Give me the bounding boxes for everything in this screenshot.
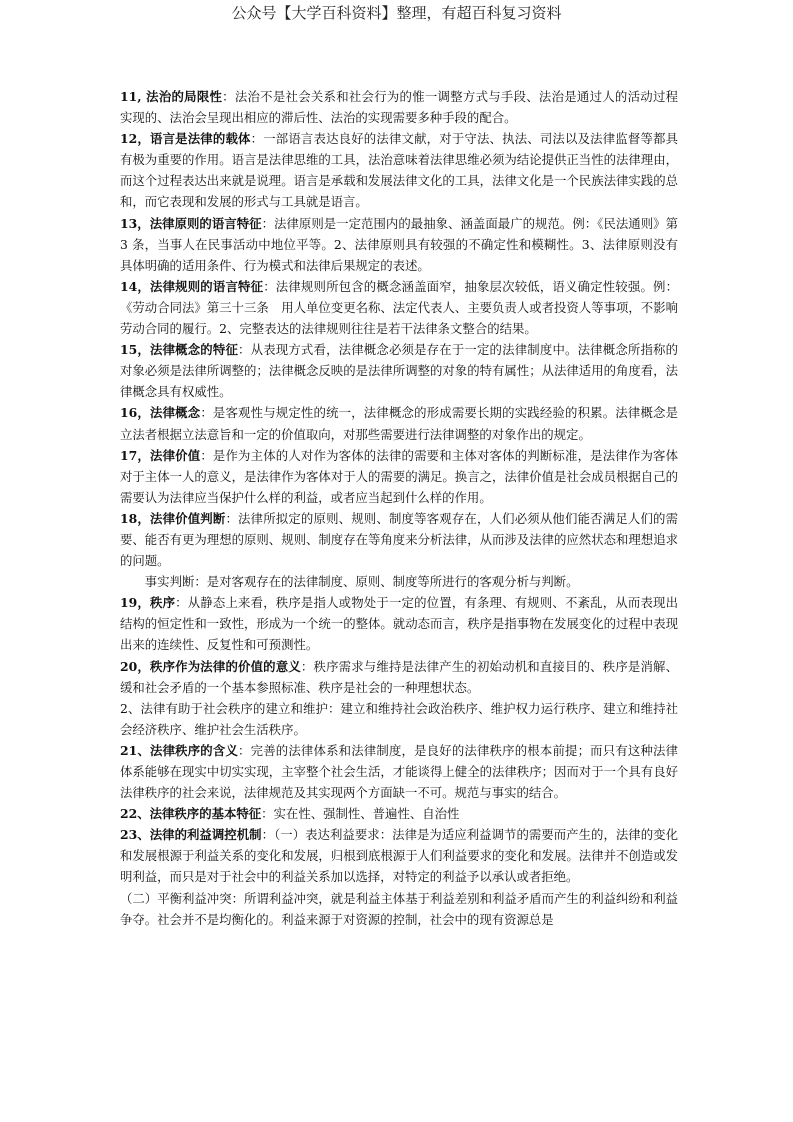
item-20: 20，秩序作为法律的价值的意义：秩序需求与维持是法律产生的初始动机和直接目的、秩序是消解、缓和社会矛盾的一个基本参照标准、秩序是社会的一种理想状态。 <box>120 658 679 695</box>
item-title: 19，秩序 <box>120 595 176 611</box>
item-title: 16，法律概念 <box>120 405 201 421</box>
item-title: 14，法律规则的语言特征 <box>120 278 264 294</box>
item-title: 13，法律原则的语言特征 <box>120 215 262 231</box>
item-title: 12，语言是法律的载体 <box>120 131 251 147</box>
law-order-point-2: 2、法律有助于社会秩序的建立和维护：建立和维持社会政治秩序、维护权力运行秩序、建立和维持社会经济秩序、维护社会生活秩序。 <box>120 700 678 737</box>
item-text: 完善的法律体系和法律制度，是良好的法律秩序的根本前提；而只有这种法律体系能够在现实中切实实现，主宰整个社会生活，才能谈得上健全的法律秩序；因而对于一个具有良好法律秩序的社会来说，法律规范及其实现两个方面缺一不可。规范与事实的结合。 <box>120 742 679 801</box>
item-text: 法律原则是一定范围内的最抽象、涵盖面最广的规范。例：《民法通则》第 3 条，当事人在民事活动中地位平等。2、法律原则具有较强的不确定性和模糊性。3、法律原则没有具体明确的适用条件、行为模式和法律后果规定的表述。 <box>120 215 678 273</box>
item-23: 23、法律的利益调控机制：（一）表达利益要求：法律是为适应利益调节的需要而产生的，法律的变化和发展根源于利益关系的变化和发展，归根到底根源于人们利益要求的变化和发展。法律并不创造或发明利益，而只是对于社会中的利益关系加以选择，对特定的利益予以承认或者拒绝。 <box>120 827 678 885</box>
item-15: 15，法律概念的特征：从表现方式看，法律概念必须是存在于一定的法律制度中。法律概念所指称的对象必须是法律所调整的；法律概念反映的是法律所调整的对象的特有属性；从法律适用的角度看，法律概念具有权威性。 <box>120 342 679 400</box>
item-title: 20，秩序作为法律的价值的意义 <box>120 658 301 674</box>
item-title: 11, 法治的局限性 <box>120 89 223 104</box>
page-header: 公众号【大学百科资料】整理，有超百科复习资料 <box>231 4 562 22</box>
item-16: 16，法律概念：是客观性与规定性的统一，法律概念的形成需要长期的实践经验的积累。法律概念是立法者根据立法意旨和一定的价值取向，对那些需要进行法律调整的对象作出的规定。 <box>120 405 679 442</box>
item-text: （一）表达利益要求：法律是为适应利益调节的需要而产生的，法律的变化和发展根源于利益关系的变化和发展，归根到底根源于人们利益要求的变化和发展。法律并不创造或发明利益，而只是对于社会中的利益关系加以选择，对特定的利益予以承认或者拒绝。 <box>120 827 678 885</box>
item-text: 法律所拟定的原则、规则、制度等客观存在，人们必须从他们能否满足人们的需要、能否有更为理想的原则、规则、制度存在等角度来分析法律，从而涉及法律的应然状态和理想追求的问题。 <box>120 510 679 569</box>
item-text: 是作为主体的人对作为客体的法律的需要和主体对客体的判断标准，是法律作为客体对于主体一人的意义，是法律作为客体对于人的需要的满足。换言之，法律价值是社会成员根据自己的需要认为法律应当保护什么样的利益，或者应当起到什么样的作用。 <box>120 447 679 505</box>
item-text: 实在性、强制性、普遍性、自治性 <box>273 806 460 822</box>
balance-interest-conflict: （二）平衡利益冲突：所谓利益冲突，就是利益主体基于利益差别和利益矛盾而产生的利益纠纷和利益争夺。社会并不是均衡化的。利益来源于对资源的控制，社会中的现有资源总是 <box>120 890 678 927</box>
item-title: 17，法律价值 <box>120 447 201 463</box>
item-19: 19，秩序：从静态上来看，秩序是指人或物处于一定的位置，有条理、有规则、不紊乱，从而表现出结构的恒定性和一致性，形成为一个统一的整体。就动态而言，秩序是指事物在发展变化的过程中表现出来的连续性、反复性和可预测性。 <box>120 595 678 653</box>
item-title: 15，法律概念的特征 <box>120 342 239 358</box>
document-body <box>120 86 678 930</box>
item-11: 11, 法治的局限性：法治不是社会关系和社会行为的惟一调整方式与手段、法治是通过人的活动过程实现的、法治会呈现出相应的滞后性、法治的实现需要多种手段的配合。 <box>120 89 679 126</box>
item-text: 是客观性与规定性的统一，法律概念的形成需要长期的实践经验的积累。法律概念是立法者根据立法意旨和一定的价值取向，对那些需要进行法律调整的对象作出的规定。 <box>120 405 679 442</box>
item-title: 18，法律价值判断 <box>120 510 226 526</box>
item-17: 17，法律价值：是作为主体的人对作为客体的法律的需要和主体对客体的判断标准，是法律作为客体对于主体一人的意义，是法律作为客体对于人的需要的满足。换言之，法律价值是社会成员根据自己的需要认为法律应当保护什么样的利益，或者应当起到什么样的作用。 <box>120 447 679 505</box>
item-18: 18，法律价值判断：法律所拟定的原则、规则、制度等客观存在，人们必须从他们能否满足人们的需要、能否有更为理想的原则、规则、制度存在等角度来分析法律，从而涉及法律的应然状态和理想追求的问题。 <box>120 510 679 569</box>
item-22: 22、法律秩序的基本特征：实在性、强制性、普遍性、自治性 <box>120 806 460 822</box>
item-21: 21、法律秩序的含义：完善的法律体系和法律制度，是良好的法律秩序的根本前提；而只有这种法律体系能够在现实中切实实现，主宰整个社会生活，才能谈得上健全的法律秩序；因而对于一个具有良好法律秩序的社会来说，法律规范及其实现两个方面缺一不可。规范与事实的结合。 <box>120 742 679 801</box>
item-title: 23、法律的利益调控机制 <box>120 827 262 843</box>
item-title: 21、法律秩序的含义 <box>120 742 239 758</box>
item-title: 22、法律秩序的基本特征 <box>120 806 262 822</box>
item-12: 12，语言是法律的载体：一部语言表达良好的法律文献，对于守法、执法、司法以及法律监督等都具有极为重要的作用。语言是法律思维的工具，法治意味着法律思维必须为结论提供正当性的法律理由，而这个过程表达出来就是说理。语言是承载和发展法律文化的工具，法律文化是一个民族法律实践的总和，而它表现和发展的形式与工具就是语言。 <box>120 131 678 210</box>
item-text: 秩序需求与维持是法律产生的初始动机和直接目的、秩序是消解、缓和社会矛盾的一个基本参照标准、秩序是社会的一种理想状态。 <box>120 658 679 695</box>
item-14: 14，法律规则的语言特征：法律规则所包含的概念涵盖面窄，抽象层次较低，语义确定性较强。例：《劳动合同法》第三十三条 用人单位变更名称、法定代表人、主要负责人或者投资人等事项，不影响劳动合同的履行。2、完整表达的法律规则往往是若干法律条文整合的结果。 <box>120 278 678 337</box>
item-13: 13，法律原则的语言特征：法律原则是一定范围内的最抽象、涵盖面最广的规范。例：《民法通则》第 3 条，当事人在民事活动中地位平等。2、法律原则具有较强的不确定性和模糊性。3、法律原则没有具体明确的适用条件、行为模式和法律后果规定的表述。 <box>120 215 678 273</box>
item-text: 从静态上来看，秩序是指人或物处于一定的位置，有条理、有规则、不紊乱，从而表现出结构的恒定性和一致性，形成为一个统一的整体。就动态而言，秩序是指事物在发展变化的过程中表现出来的连续性、反复性和可预测性。 <box>120 595 678 653</box>
fact-judgment: 事实判断：是对客观存在的法律制度、原则、制度等所进行的客观分析与判断。 <box>144 574 579 590</box>
item-text: 一部语言表达良好的法律文献，对于守法、执法、司法以及法律监督等都具有极为重要的作用。语言是法律思维的工具，法治意味着法律思维必须为结论提供正当性的法律理由，而这个过程表达出来就是说理。语言是承载和发展法律文化的工具，法律文化是一个民族法律实践的总和，而它表现和发展的形式与工具就是语言。 <box>120 131 678 210</box>
item-text: 从表现方式看，法律概念必须是存在于一定的法律制度中。法律概念所指称的对象必须是法律所调整的；法律概念反映的是法律所调整的对象的特有属性；从法律适用的角度看，法律概念具有权威性。 <box>120 342 679 400</box>
item-text: 法治不是社会关系和社会行为的惟一调整方式与手段、法治是通过人的活动过程实现的、法治会呈现出相应的滞后性、法治的实现需要多种手段的配合。 <box>120 89 679 126</box>
item-text: 法律规则所包含的概念涵盖面窄，抽象层次较低，语义确定性较强。例：《劳动合同法》第三十三条 用人单位变更名称、法定代表人、主要负责人或者投资人等事项，不影响劳动合同的履行。2、完整表达的法律规则往往是若干法律条文整合的结果。 <box>120 278 678 337</box>
